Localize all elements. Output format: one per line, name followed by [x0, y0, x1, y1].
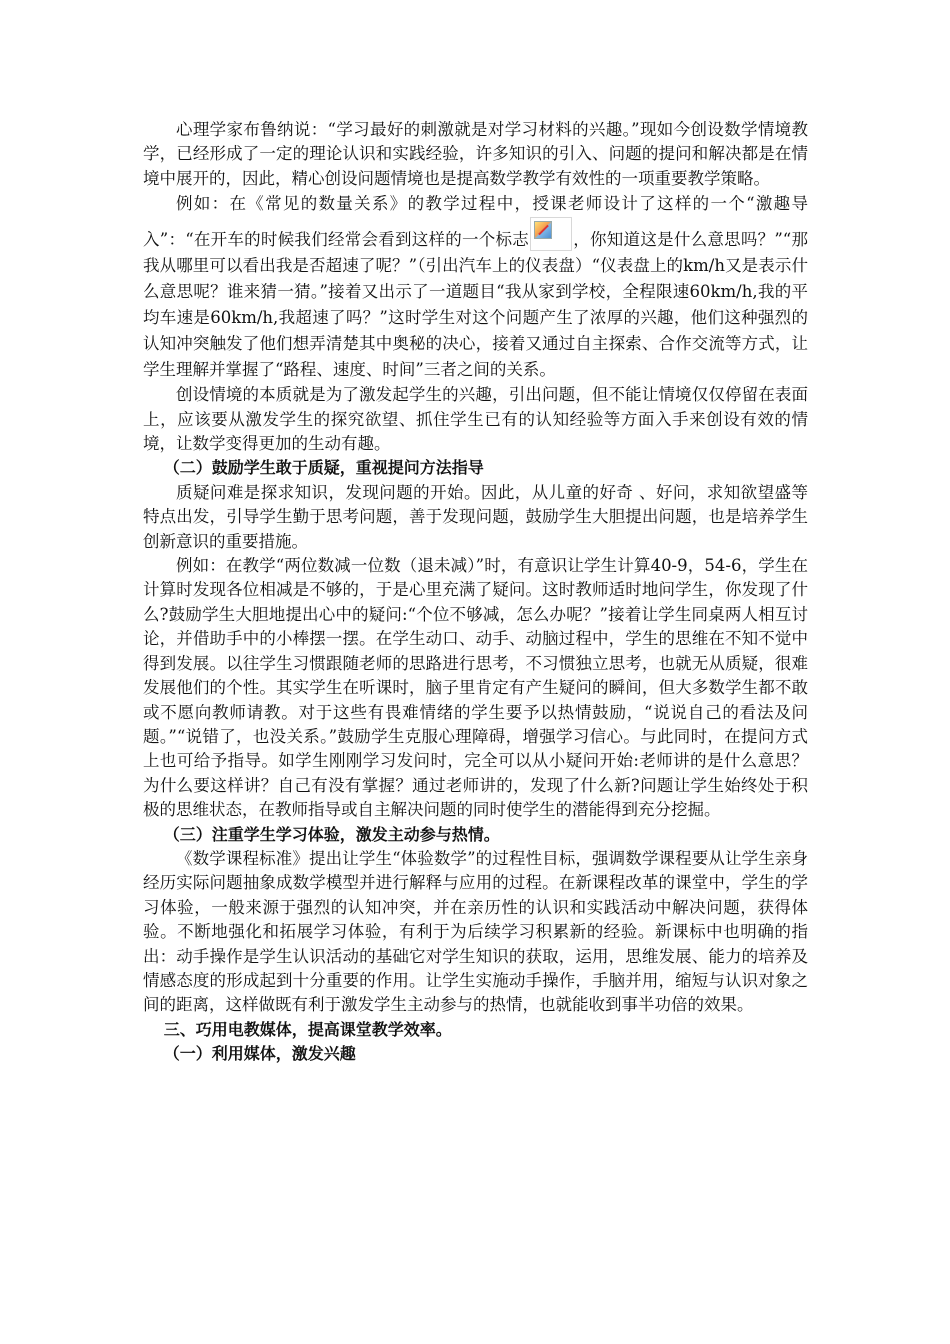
paragraph-curriculum-standard: 《数学课程标准》提出让学生“体验数学”的过程性目标，强调数学课程要从让学生亲身经历实际问题抽象成数学模型并进行解释与应用的过程。在新课程改革的课堂中，学生的学习体验，一般来源于强烈的认知冲突，并在亲历性的认识和实践活动中解决问题，获得体验。不断地强化和拓展学习体验，有利于为后续学习积累新的经验。新课标中也明确的指出：动手操作是学生认识活动的基础它对学生知识的获取，运用，思维发展、能力的培养及情感态度的形成起到十分重要的作用。让学生实施动手操作，手脑并用，缩短与认识对象之间的距离，这样做既有利于激发学生主动参与的热情，也就能收到事半功倍的效果。	[143, 848, 808, 1015]
paragraph-example-speed-part1: 例如：在《常见的数量关系》的教学过程中，授课老师设计了这样的一个“激趣导入”：“在开车的时候我们经常会看到这样的一个标志	[143, 194, 808, 250]
heading-part-3: 三、巧用电教媒体，提高课堂教学效率。	[163, 1019, 452, 1039]
paragraph-example-speed-part2: ，你知道这是什么意思吗？”“那我从哪里可以看出我是否超速了呢？”（引出汽车上的仪表盘）“仪表盘上的km/h又是表示什么意思呢？谁来猜一猜。”接着又出示了一道题目“我从家到学校，全程限速60km/h,我的平均车速是60km/h,我超速了吗？”这时学生对这个问题产生了浓厚的兴趣，他们这种强烈的认知冲突触发了他们想弄清楚其中奥秘的决心，接着又通过自主探索、合作交流等方式，让学生理解并掌握了“路程、速度、时间”三者之间的关系。	[143, 230, 808, 380]
broken-image-icon	[534, 221, 552, 239]
paragraph-bruner-quote: 心理学家布鲁纳说：“学习最好的刺激就是对学习材料的兴趣。”现如今创设数学情境教学，已经形成了一定的理论认识和实践经验，许多知识的引入、问题的提问和解决都是在情境中展开的，因此，精心创设问题情境也是提高数学教学有效性的一项重要教学策略。	[143, 120, 808, 188]
heading-section-2: （二）鼓励学生敢于质疑，重视提问方法指导	[163, 458, 484, 478]
heading-subsection-1: （一）利用媒体，激发兴趣	[163, 1044, 356, 1064]
paragraph-example-subtraction: 例如：在教学“两位数减一位数（退未减）”时，有意识让学生计算40-9，54-6，学生在计算时发现各位相减是不够的，于是心里充满了疑问。这时教师适时地问学生，你发现了什么?鼓励学生大胆地提出心中的疑问:“个位不够减，怎么办呢？”接着让学生同桌两人相互讨论，并借助手中的小棒摆一摆。在学生动口、动手、动脑过程中，学生的思维在不知不觉中得到发展。以往学生习惯跟随老师的思路进行思考，不习惯独立思考，也就无从质疑，很难发展他们的个性。其实学生在听课时，脑子里肯定有产生疑问的瞬间，但大多数学生都不敢或不愿向教师请教。对于这些有畏难情绪的学生要予以热情鼓励，“说说自己的看法及问题。”“说错了，也没关系。”鼓励学生克服心理障碍，增强学习信心。与此同时，在提问方式上也可给予指导。如学生刚刚学习发问时，完全可以从小疑问开始:老师讲的是什么意思？为什么要这样讲？自己有没有掌握？通过老师讲的，发现了什么新?问题让学生始终处于积极的思维状态，在教师指导或自主解决问题的同时使学生的潜能得到充分挖掘。	[143, 556, 808, 820]
document-body	[143, 118, 808, 1067]
paragraph-questioning: 质疑问难是探求知识，发现问题的开始。因此，从儿童的好奇 、好问，求知欲望盛等特点出发，引导学生勤于思考问题，善于发现问题，鼓励学生大胆提出问题，也是培养学生创新意识的重要措施。	[143, 482, 808, 551]
paragraph-example-speed	[143, 191, 808, 383]
inline-image-placeholder	[530, 217, 572, 251]
paragraph-situation-essence: 创设情境的本质就是为了激发起学生的兴趣，引出问题，但不能让情境仅仅停留在表面上，应该要从激发学生的探究欲望、抓住学生已有的认知经验等方面入手来创设有效的情境，让数学变得更加的生动有趣。	[143, 385, 808, 454]
heading-section-3: （三）注重学生学习体验，激发主动参与热情。	[163, 824, 500, 844]
